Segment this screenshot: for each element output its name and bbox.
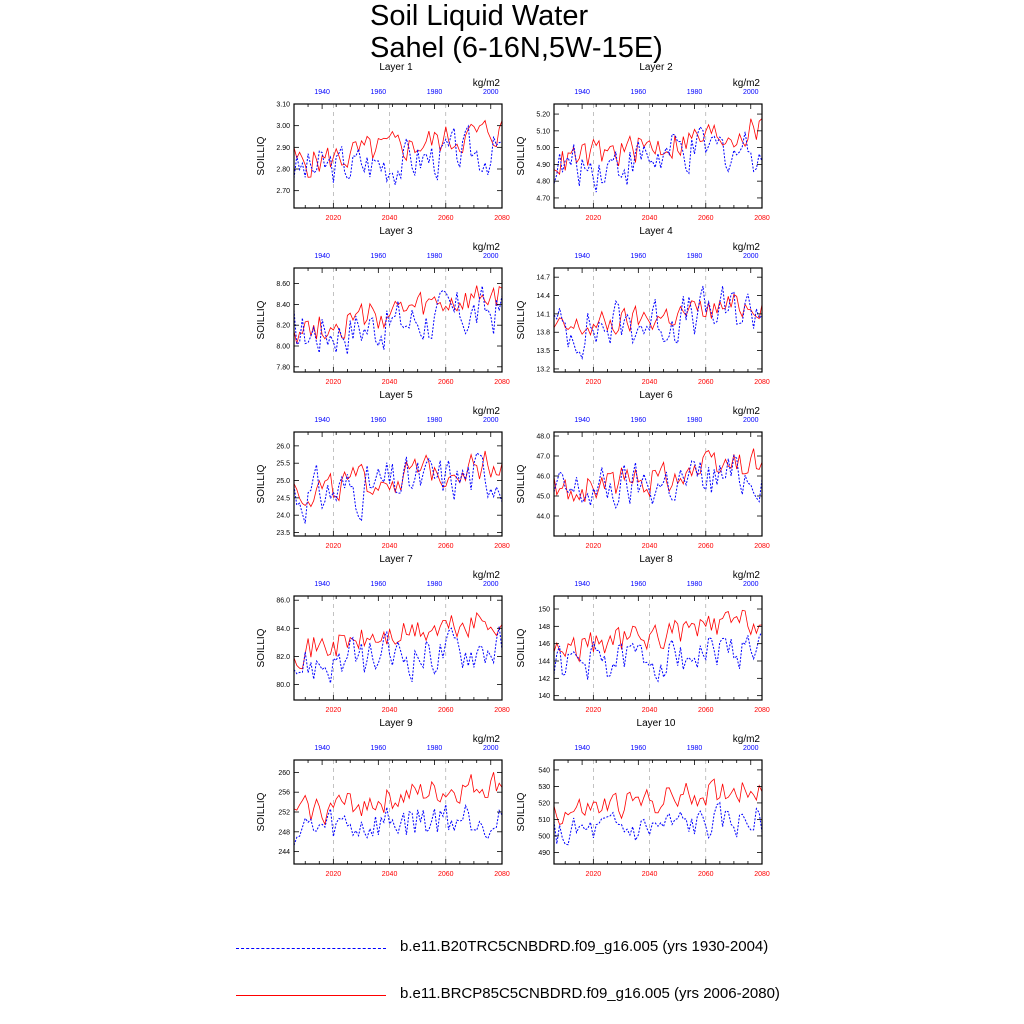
top-tick-label: 1980 [426, 253, 443, 260]
top-tick-label: 1980 [686, 417, 703, 424]
y-tick-label: 4.80 [536, 178, 550, 186]
top-tick-label: 1940 [574, 417, 590, 424]
top-tick-label: 2000 [742, 417, 759, 424]
bottom-tick-label: 2080 [754, 707, 770, 714]
legend-swatch-historical [236, 948, 386, 949]
top-tick-label: 1940 [314, 417, 330, 424]
top-tick-label: 2000 [742, 89, 759, 96]
y-tick-label: 47.0 [536, 453, 550, 461]
y-tick-label: 530 [538, 783, 550, 791]
bottom-tick-label: 2060 [437, 871, 454, 878]
top-tick-label: 1980 [686, 253, 703, 260]
top-tick-label: 1940 [574, 581, 590, 588]
y-tick-label: 540 [538, 767, 550, 775]
y-tick-label: 490 [538, 849, 550, 857]
series-future-line [554, 610, 762, 661]
top-tick-label: 1980 [686, 745, 703, 752]
bottom-tick-label: 2020 [585, 707, 602, 714]
panel-layer-9 [256, 718, 510, 878]
panel-title: Layer 8 [639, 554, 673, 565]
units-label: kg/m2 [472, 570, 500, 581]
top-tick-label: 1940 [314, 89, 330, 96]
y-tick-label: 80.0 [276, 682, 290, 690]
title-line-1: Soil Liquid Water [370, 0, 589, 32]
panel-title: Layer 2 [639, 62, 673, 73]
bottom-tick-label: 2040 [641, 871, 658, 878]
y-axis-label: SOILLIQ [256, 464, 267, 504]
bottom-tick-label: 2080 [494, 215, 510, 222]
panel-title: Layer 9 [379, 718, 413, 729]
y-tick-label: 510 [538, 816, 550, 824]
top-tick-label: 1960 [370, 581, 387, 588]
y-tick-label: 244 [278, 849, 290, 857]
series-future-line [554, 119, 762, 175]
series-future-line [294, 286, 502, 344]
y-tick-label: 4.90 [536, 161, 550, 169]
top-tick-label: 1960 [370, 417, 387, 424]
bottom-tick-label: 2080 [754, 215, 770, 222]
bottom-tick-label: 2020 [325, 707, 342, 714]
top-tick-label: 1960 [370, 253, 387, 260]
series-future-line [294, 121, 502, 178]
top-tick-label: 2000 [482, 581, 499, 588]
units-label: kg/m2 [472, 242, 500, 253]
y-tick-label: 14.1 [536, 311, 550, 319]
bottom-tick-label: 2040 [381, 871, 398, 878]
top-tick-label: 2000 [482, 253, 499, 260]
y-axis-label: SOILLIQ [516, 464, 527, 504]
top-tick-label: 1940 [314, 581, 330, 588]
series-future-line [294, 613, 502, 669]
panel-title: Layer 6 [639, 390, 673, 401]
top-tick-label: 1960 [630, 253, 647, 260]
top-tick-label: 1940 [314, 745, 330, 752]
y-axis-label: SOILLIQ [256, 792, 267, 832]
y-tick-label: 256 [278, 789, 290, 797]
y-axis-label: SOILLIQ [516, 136, 527, 176]
panel-layer-1 [256, 62, 510, 222]
top-tick-label: 1980 [426, 417, 443, 424]
series-historical-line [554, 803, 762, 845]
bottom-tick-label: 2040 [641, 707, 658, 714]
y-tick-label: 24.5 [276, 495, 290, 503]
y-tick-label: 520 [538, 800, 550, 808]
bottom-tick-label: 2040 [641, 215, 658, 222]
top-tick-label: 1960 [630, 581, 647, 588]
bottom-tick-label: 2060 [697, 707, 714, 714]
y-tick-label: 5.10 [536, 128, 550, 136]
y-tick-label: 144 [538, 658, 550, 666]
bottom-tick-label: 2080 [494, 379, 510, 386]
y-tick-label: 3.00 [276, 123, 290, 131]
y-tick-label: 2.90 [276, 144, 290, 152]
bottom-tick-label: 2060 [697, 379, 714, 386]
top-tick-label: 2000 [742, 581, 759, 588]
panel-title: Layer 10 [636, 718, 676, 729]
series-historical-line [294, 627, 502, 684]
legend-swatch-future [236, 995, 386, 996]
y-tick-label: 8.40 [276, 301, 290, 309]
plot-frame [294, 268, 502, 372]
y-tick-label: 2.80 [276, 166, 290, 174]
panel-layer-6 [516, 390, 770, 550]
bottom-tick-label: 2020 [585, 543, 602, 550]
bottom-tick-label: 2060 [437, 707, 454, 714]
units-label: kg/m2 [732, 570, 760, 581]
y-tick-label: 5.00 [536, 145, 550, 153]
units-label: kg/m2 [472, 78, 500, 89]
panel-layer-8 [516, 554, 770, 714]
y-tick-label: 14.7 [536, 274, 550, 282]
y-tick-label: 13.2 [536, 366, 550, 374]
top-tick-label: 1940 [574, 253, 590, 260]
y-tick-label: 48.0 [536, 433, 550, 441]
top-tick-label: 1960 [370, 745, 387, 752]
y-tick-label: 13.8 [536, 329, 550, 337]
y-tick-label: 3.10 [276, 101, 290, 109]
panel-layer-7 [256, 554, 510, 714]
top-tick-label: 2000 [742, 253, 759, 260]
y-tick-label: 44.0 [536, 513, 550, 521]
top-tick-label: 2000 [482, 745, 499, 752]
y-tick-label: 86.0 [276, 597, 290, 605]
bottom-tick-label: 2040 [641, 543, 658, 550]
units-label: kg/m2 [732, 406, 760, 417]
panel-title: Layer 1 [379, 62, 413, 73]
panel-layer-5 [256, 390, 510, 550]
bottom-tick-label: 2060 [437, 215, 454, 222]
top-tick-label: 1980 [686, 581, 703, 588]
bottom-tick-label: 2020 [585, 215, 602, 222]
series-future-line [554, 294, 762, 335]
units-label: kg/m2 [472, 734, 500, 745]
bottom-tick-label: 2040 [381, 707, 398, 714]
top-tick-label: 1980 [426, 89, 443, 96]
panel-title: Layer 3 [379, 226, 413, 237]
bottom-tick-label: 2020 [585, 379, 602, 386]
y-tick-label: 142 [538, 675, 550, 683]
panel-title: Layer 5 [379, 390, 413, 401]
bottom-tick-label: 2080 [494, 707, 510, 714]
y-axis-label: SOILLIQ [256, 300, 267, 340]
bottom-tick-label: 2080 [494, 871, 510, 878]
y-axis-label: SOILLIQ [256, 628, 267, 668]
y-tick-label: 2.70 [276, 188, 290, 196]
legend-label-historical: b.e11.B20TRC5CNBDRD.f09_g16.005 (yrs 1930-2004) [400, 938, 769, 955]
y-tick-label: 8.20 [276, 322, 290, 330]
y-axis-label: SOILLIQ [516, 300, 527, 340]
bottom-tick-label: 2040 [381, 215, 398, 222]
units-label: kg/m2 [732, 734, 760, 745]
y-tick-label: 84.0 [276, 625, 290, 633]
y-tick-label: 82.0 [276, 653, 290, 661]
y-tick-label: 146 [538, 641, 550, 649]
top-tick-label: 1940 [314, 253, 330, 260]
y-tick-label: 8.00 [276, 343, 290, 351]
top-tick-label: 1940 [574, 89, 590, 96]
panel-layer-10 [516, 718, 770, 878]
y-tick-label: 25.5 [276, 460, 290, 468]
bottom-tick-label: 2060 [437, 379, 454, 386]
bottom-tick-label: 2040 [381, 379, 398, 386]
top-tick-label: 1980 [426, 581, 443, 588]
top-tick-label: 2000 [482, 89, 499, 96]
top-tick-label: 1940 [574, 745, 590, 752]
y-tick-label: 24.0 [276, 512, 290, 520]
series-historical-line [554, 286, 762, 358]
y-tick-label: 248 [278, 829, 290, 837]
units-label: kg/m2 [732, 242, 760, 253]
series-historical-line [554, 127, 762, 192]
bottom-tick-label: 2060 [697, 871, 714, 878]
bottom-tick-label: 2060 [437, 543, 454, 550]
y-tick-label: 8.60 [276, 281, 290, 289]
y-tick-label: 13.5 [536, 348, 550, 356]
bottom-tick-label: 2020 [325, 379, 342, 386]
y-tick-label: 252 [278, 809, 290, 817]
units-label: kg/m2 [732, 78, 760, 89]
y-tick-label: 500 [538, 833, 550, 841]
plot-frame [554, 596, 762, 700]
y-tick-label: 148 [538, 623, 550, 631]
panel-layer-3 [256, 226, 510, 386]
y-axis-label: SOILLIQ [256, 136, 267, 176]
bottom-tick-label: 2060 [697, 215, 714, 222]
series-historical-line [294, 453, 502, 523]
bottom-tick-label: 2080 [754, 379, 770, 386]
y-tick-label: 4.70 [536, 195, 550, 203]
units-label: kg/m2 [472, 406, 500, 417]
top-tick-label: 1960 [630, 745, 647, 752]
y-tick-label: 23.5 [276, 530, 290, 538]
series-historical-line [294, 805, 502, 846]
panel-title: Layer 4 [639, 226, 673, 237]
top-tick-label: 1960 [630, 89, 647, 96]
panel-title: Layer 7 [379, 554, 413, 565]
y-tick-label: 46.0 [536, 473, 550, 481]
bottom-tick-label: 2020 [325, 543, 342, 550]
bottom-tick-label: 2080 [754, 871, 770, 878]
y-tick-label: 45.0 [536, 493, 550, 501]
bottom-tick-label: 2020 [325, 871, 342, 878]
plot-frame [554, 268, 762, 372]
top-tick-label: 1980 [686, 89, 703, 96]
top-tick-label: 1960 [370, 89, 387, 96]
bottom-tick-label: 2020 [585, 871, 602, 878]
top-tick-label: 2000 [482, 417, 499, 424]
bottom-tick-label: 2020 [325, 215, 342, 222]
panel-layer-2 [516, 62, 770, 222]
y-tick-label: 150 [538, 606, 550, 614]
y-tick-label: 140 [538, 693, 550, 701]
series-future-line [294, 772, 502, 824]
bottom-tick-label: 2040 [381, 543, 398, 550]
y-tick-label: 5.20 [536, 111, 550, 119]
bottom-tick-label: 2040 [641, 379, 658, 386]
y-tick-label: 14.4 [536, 293, 550, 301]
legend-label-future: b.e11.BRCP85C5CNBDRD.f09_g16.005 (yrs 2006-2080) [400, 985, 780, 1002]
panel-layer-4 [516, 226, 770, 386]
top-tick-label: 1980 [426, 745, 443, 752]
y-tick-label: 260 [278, 769, 290, 777]
y-tick-label: 26.0 [276, 443, 290, 451]
bottom-tick-label: 2080 [494, 543, 510, 550]
bottom-tick-label: 2060 [697, 543, 714, 550]
bottom-tick-label: 2080 [754, 543, 770, 550]
y-tick-label: 25.0 [276, 478, 290, 486]
top-tick-label: 2000 [742, 745, 759, 752]
top-tick-label: 1960 [630, 417, 647, 424]
y-tick-label: 7.80 [276, 364, 290, 372]
title-line-2: Sahel (6-16N,5W-15E) [370, 32, 663, 64]
y-axis-label: SOILLIQ [516, 628, 527, 668]
y-axis-label: SOILLIQ [516, 792, 527, 832]
series-future-line [554, 779, 762, 824]
